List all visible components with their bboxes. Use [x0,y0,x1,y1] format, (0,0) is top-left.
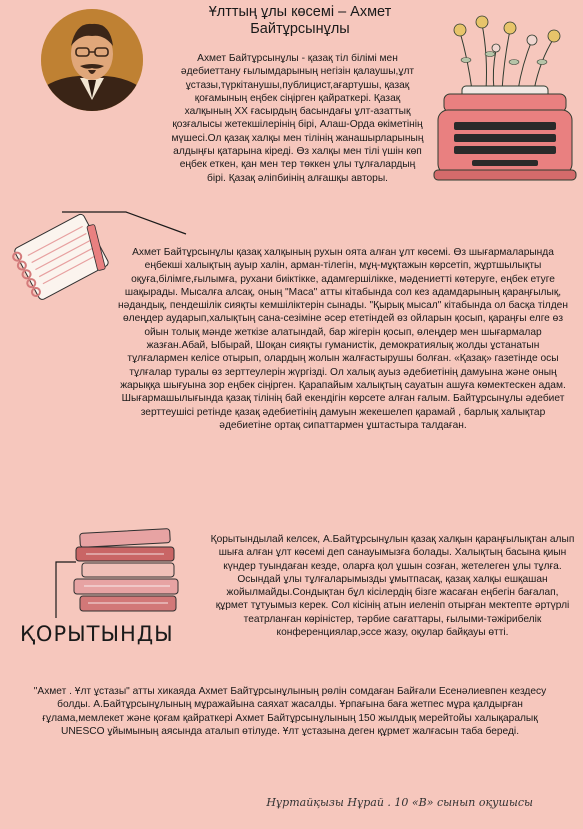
conclusion-heading: ҚОРЫТЫНДЫ [20,622,174,646]
title-line-1: Ұлттың ұлы көсемі – Ахмет [208,4,392,20]
author-signature: Нұртайқызы Нұрай . 10 «В» сынып оқушысы [266,796,533,809]
title-line-2: Байтұрсынұлы [250,21,350,37]
heading-connector [52,560,78,620]
closing-paragraph: "Ахмет . Ұлт ұстазы" атты хикаяда Ахмет Байтұрсынұлының рөлін сомдаған Байғали Есенәлиевпен кездесу болды. А.Байтұрсынұлының мұражайына саяхат жасалды. Ұрпағына баға жетпес мұра қалдырған ғұлама,мемлекет және қоғам қайраткері Ахмет Байтұрсынұлының 150 жылдық мерейтойы халықаралық UNESCO ұйымының аясында аталып өтілуде. Ұлт ұстазына деген құрмет жалғасын таба береді. [33,686,547,737]
intro-paragraph: Ахмет Байтұрсынұлы - қазақ тіл білімі мен әдебиеттану ғылымдарының негізін қалаушы,ұлт ұстазы,түркітанушы,публицист,ағартушы, қазақ қоғамының еңбек сіңірген қайраткері. Қазақ халқының XX ғасырдың басындағы ұлт-азаттық қозғалысы жетекшілерінің бірі, Алаш-Орда өкіметінің мүшесі.Ол қазақ халқы мен тілінің жанашырларының алдыңғы қатарына кіреді. Өз халқы мен тілі үшін көп еңбек еткен, қан мен тер төккен ұлы тұлғалардың бірі. Қазақ әліпбиінің алғашқы авторы. [171,53,424,184]
notebook-icon [10,212,115,307]
main-paragraph: Ахмет Байтұрсынұлы қазақ халқының рухын оята алған ұлт көсемі. Өз шығармаларында еңбекші халықтың ауыр халін, арман-тілегін, мұң-мұқтажын көрсетіп, жұртшылықты оқуға,білімге,ғылымға, рухани биіктікке, адамгершілікке, мәдениетті көтеруге, еңбек етуге шақырады. Мысалға алсақ, оның "Маса" атты кітабында сол кез адамдарының қараңғылық, нәдандық, пендешілік сияқты кемшіліктерін сынады. "Қырық мысал" кітабында ол басқа тілден өлеңдер аударып,халықтың сана-сезіміне әсер ететіндей өз ойларын қосып, қараңғы елге өз ойын толық мәнде жеткізе алатындай, бар жігерін қосып, өлеңдер мен шығармалар жазған.Абай, Ыбырай, Шоқан сияқты гуманистік, демократиялық жолды ұстанатын тұлғалармен келісе отырып, олардың жолын жалғастырушы болған. «Қазақ» газетінде осы тұлғалар туралы өз зерттеулерін жүргізді. Ол халық ауыз әдебиетінің дамуына және оның жарыққа шығуына зор еңбек сіңірген. Қарапайым халықтың сауатын ашуға көмектескен адам. Шығармашылығында қазақ тілінің бай екендігін көрсете алған ғалым. Байтұрсынұлы әдебиет зерттеушісі ретінде қазақ әдебиетінің дамуын жекешелеп қарамай , барлық халықтар әдебиетіне ортақ сипаттармен ұштастыра талдаған. [118,247,568,431]
portrait-illustration [40,8,144,112]
conclusion-paragraph: Қорытындылай келсек, А.Байтұрсынұлын қазақ халқын қараңғылықтан алып шыға алған ұлт көсемі деп санауымызға болады. Халықтың басына қиын күндер туындаған кезде, оларға қол ұшын созған, жетелеген ұлы тұлға. Осындай ұлы тұлғаларымызды ұмытпасақ, қазақ халқы ешқашан жойылмайды.Сондықтан бұл кісілердің бізге жасаған еңбегін бағалап, құрмет тұтуымыз керек. Сол кісінің атын иеленіп отырған мектепте әртүрлі театрланған көріністер, тәрбие сағаттары, ғылыми-тәжірибелік конференциялар,эссе жазу, оқулар байқауы өтті. [210,534,575,639]
books-stack-icon [72,525,184,615]
typewriter-icon [432,10,578,196]
page-title [175,4,425,38]
